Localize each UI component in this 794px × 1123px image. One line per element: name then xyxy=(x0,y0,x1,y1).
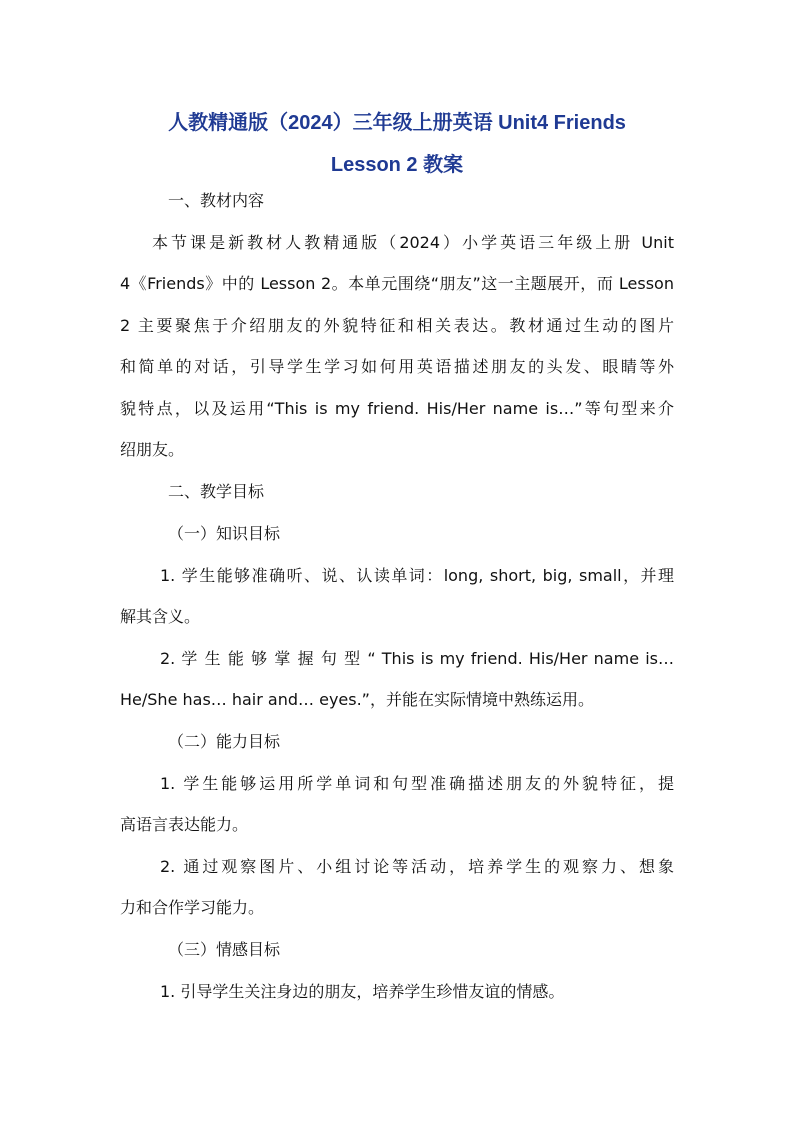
list-item-line: 1. 引导学生关注身边的朋友，培养学生珍惜友谊的情感。 xyxy=(160,982,565,1001)
paragraph-line: 和简单的对话，引导学生学习如何用英语描述朋友的头发、眼睛等外 xyxy=(120,357,674,376)
list-item-line: 1. 学生能够运用所学单词和句型准确描述朋友的外貌特征，提 xyxy=(160,774,674,793)
doc-title-line-2: Lesson 2 教案 xyxy=(330,154,464,176)
paragraph-line: 绍朋友。 xyxy=(120,440,185,459)
list-item-line: He/She has… hair and… eyes.”，并能在实际情境中熟练运用。 xyxy=(120,690,594,709)
subsection-heading-knowledge: （一）知识目标 xyxy=(168,524,281,543)
list-item-line: 高语言表达能力。 xyxy=(120,815,249,834)
list-item-line: 1. 学生能够准确听、说、认读单词：long, short, big, small，并理 xyxy=(160,566,674,585)
paragraph-line: 2 主要聚焦于介绍朋友的外貌特征和相关表达。教材通过生动的图片 xyxy=(120,316,674,335)
list-item-line: 力和合作学习能力。 xyxy=(120,898,265,917)
subsection-heading-ability: （二）能力目标 xyxy=(168,732,281,751)
paragraph-line: 本节课是新教材人教精通版（2024）小学英语三年级上册 Unit xyxy=(152,233,674,252)
section-heading-materials: 一、教材内容 xyxy=(168,191,265,210)
list-item-line: 2. 学 生 能 够 掌 握 句 型 “ This is my friend. His/Her name is… xyxy=(160,649,674,668)
paragraph-line: 貌特点，以及运用“This is my friend. His/Her name is…”等句型来介 xyxy=(120,399,674,418)
paragraph-line: 4《Friends》中的 Lesson 2。本单元围绕“朋友”这一主题展开，而 Lesson xyxy=(120,274,674,293)
section-heading-objectives: 二、教学目标 xyxy=(168,482,265,501)
list-item-line: 解其含义。 xyxy=(120,607,201,626)
subsection-heading-emotion: （三）情感目标 xyxy=(168,940,281,959)
doc-title-line-1: 人教精通版（2024）三年级上册英语 Unit4 Friends xyxy=(168,112,626,134)
list-item-line: 2. 通过观察图片、小组讨论等活动，培养学生的观察力、想象 xyxy=(160,857,674,876)
